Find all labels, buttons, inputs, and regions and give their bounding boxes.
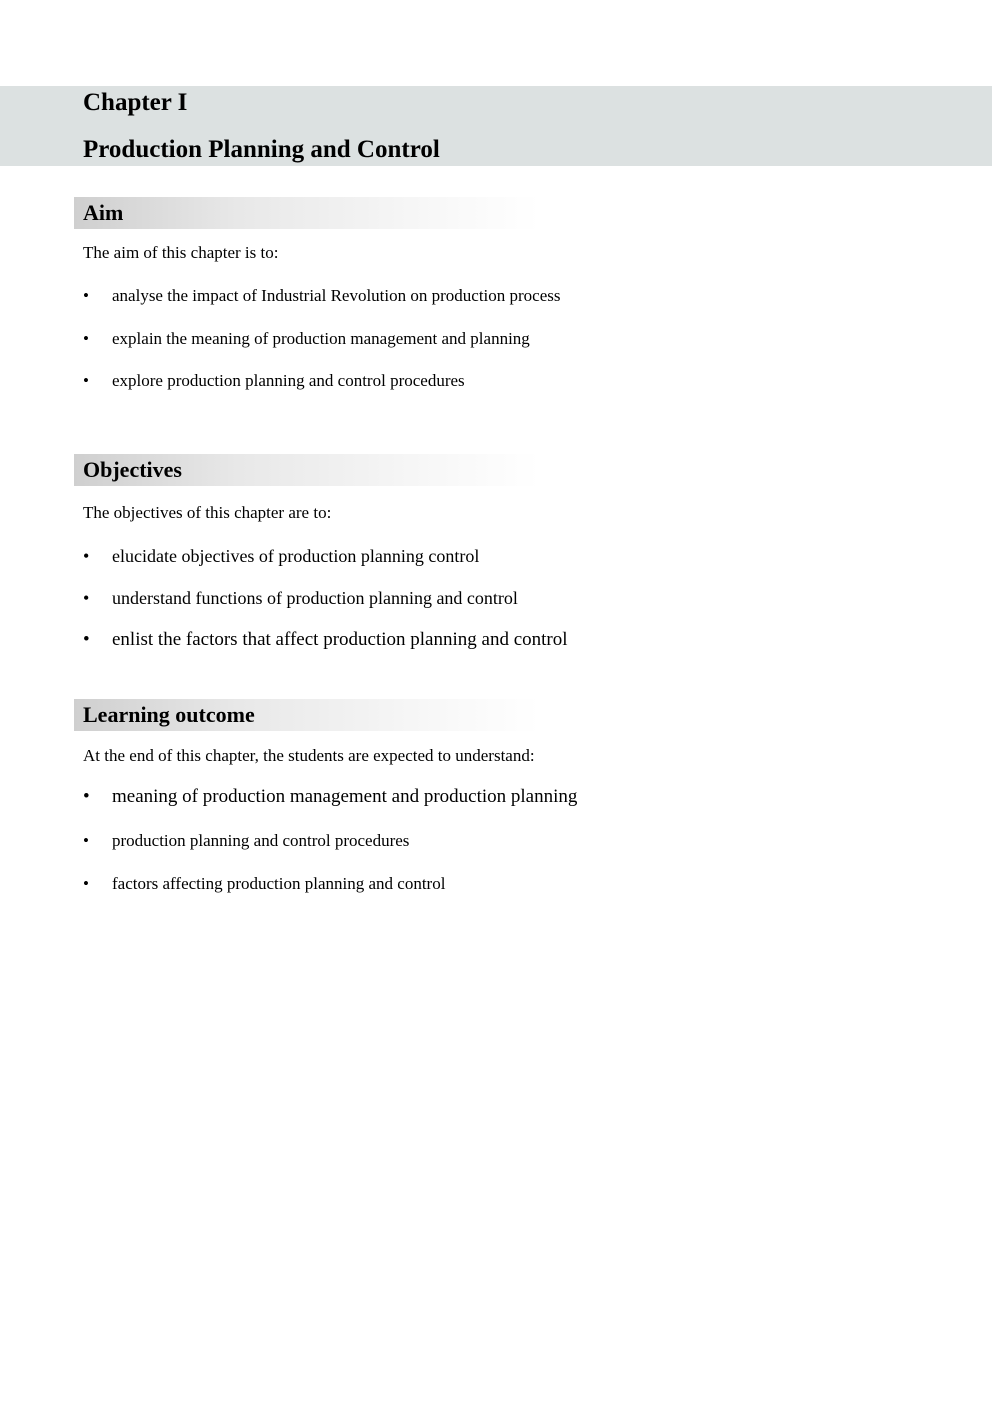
- learning-outcome-heading-bar: [74, 699, 540, 731]
- bullet: •: [83, 874, 89, 893]
- chapter-number: Chapter I: [83, 89, 188, 116]
- objectives-intro: The objectives of this chapter are to:: [83, 503, 332, 522]
- bullet: •: [83, 546, 90, 566]
- list-item-text: explore production planning and control procedures: [112, 371, 465, 390]
- bullet: •: [83, 329, 89, 348]
- bullet: •: [83, 629, 90, 650]
- list-item-text: enlist the factors that affect production planning and control: [112, 629, 568, 650]
- chapter-title: Production Planning and Control: [83, 136, 440, 163]
- bullet: •: [83, 588, 90, 608]
- aim-heading-bar: [74, 197, 540, 229]
- list-item-text: factors affecting production planning and control: [112, 874, 446, 893]
- bullet: •: [83, 831, 89, 850]
- bullet: •: [83, 286, 89, 305]
- aim-intro: The aim of this chapter is to:: [83, 243, 279, 262]
- list-item-text: meaning of production management and production planning: [112, 786, 578, 807]
- bullet: •: [83, 786, 90, 807]
- objectives-heading: Objectives: [83, 457, 182, 482]
- aim-heading: Aim: [83, 200, 124, 225]
- learning-outcome-intro: At the end of this chapter, the students are expected to understand:: [83, 746, 535, 765]
- objectives-heading-bar: [74, 454, 540, 486]
- list-item-text: analyse the impact of Industrial Revolution on production process: [112, 286, 561, 305]
- learning-outcome-heading: Learning outcome: [83, 702, 255, 727]
- list-item-text: explain the meaning of production management and planning: [112, 329, 530, 348]
- list-item-text: elucidate objectives of production planning control: [112, 546, 480, 566]
- list-item-text: production planning and control procedures: [112, 831, 410, 850]
- list-item-text: understand functions of production planning and control: [112, 588, 518, 608]
- bullet: •: [83, 371, 89, 390]
